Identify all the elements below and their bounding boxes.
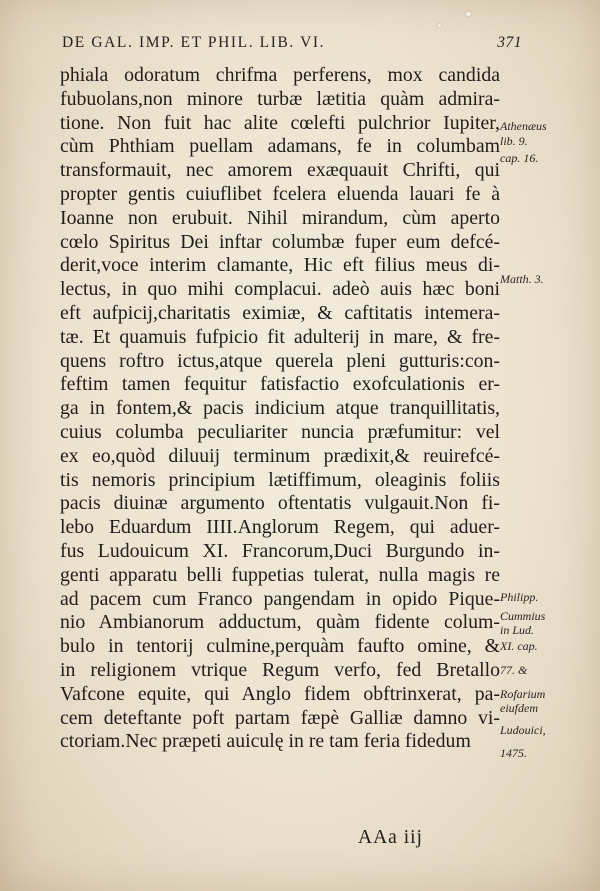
text-line: nio Ambianorum adductum, quàm fidente colum- (60, 611, 500, 634)
text-line: bulo in tentorij culmine,perquàm faufto omine, & (60, 635, 500, 658)
signature-mark: AAa iij (358, 827, 423, 848)
text-line: pacis diuinæ argumento oftentatis vulgauit.Non fi- (60, 492, 500, 515)
paper-wormhole (466, 12, 471, 16)
text-line: tis nemoris principium lætiffimum, oleaginis foliis (60, 468, 500, 491)
text-line: Ioanne non erubuit. Nihil mirandum, cùm aperto (60, 206, 500, 229)
text-line: Vafcone equite, qui Anglo fidem obftrinxerat, pa- (60, 682, 500, 705)
text-line: fubuolans,non minore turbæ lætitia quàm admira- (60, 87, 500, 110)
text-line: ctoriam.Nec præpeti auiculę in re tam feria fidedum (60, 730, 471, 753)
margin-note: 77. & (500, 663, 528, 677)
text-line: lebo Eduardum IIII.Anglorum Regem, qui aduer- (60, 516, 500, 539)
running-head-title: DE GAL. IMP. ET PHIL. LIB. VI. (62, 34, 326, 51)
margin-note: Ludouici, (500, 723, 546, 737)
running-head (62, 34, 522, 58)
text-line: lectus, in quo mihi complacui. adeò auis hæc boni (60, 278, 500, 301)
margin-note: cap. 16. (500, 151, 539, 165)
margin-note: Rofarium (500, 687, 546, 701)
paper-wormhole (438, 24, 441, 27)
text-line: cuius columba peculiariter nuncia præfumitur: vel (60, 420, 500, 443)
text-line: ga in fontem,& pacis indicium atque tranquillitatis, (60, 397, 500, 420)
text-line: quens roftro ictus,atque querela pleni gutturis:con- (60, 349, 500, 372)
text-line: cœlo Spiritus Dei inftar columbæ fuper eum defcé- (60, 230, 500, 253)
margin-note: eiufdem (500, 701, 538, 715)
text-line: genti apparatu belli fuppetias tulerat, nulla magis re (60, 563, 500, 586)
text-line: cem deteftante poft partam fæpè Galliæ damno vi- (60, 706, 500, 729)
text-line: ex eo,quòd diluuij terminum prædixit,& reuirefcé- (60, 444, 500, 467)
text-line: fus Ludouicum XI. Francorum,Duci Burgundo in- (60, 539, 500, 562)
page-number: 371 (497, 34, 522, 51)
margin-note: lib. 9. (500, 134, 528, 148)
text-line: tæ. Et quamuis fufpicio fit adulterij in mare, & fre- (60, 325, 500, 348)
text-line: derit,voce interim clamante, Hic eft filius meus di- (60, 254, 500, 277)
text-line: cùm Phthiam puellam adamans, fe in columbam (60, 135, 500, 158)
margin-note: Cummius (500, 609, 546, 623)
margin-note: XI. cap. (500, 639, 538, 653)
text-line: phiala odoratum chrifma perferens, mox candida (60, 64, 500, 86)
text-line: transformauit, nec amorem exæquauit Chrifti, qui (60, 159, 500, 182)
text-line: eft aufpicij,charitatis eximiæ, & caftitatis intemera- (60, 301, 500, 324)
text-line: in religionem vtrique Regum verfo, fed Bretallo (60, 658, 500, 681)
text-line: tione. Non fuit hac alite cœlefti pulchrior Iupiter, (60, 111, 500, 134)
margin-note: 1475. (500, 746, 527, 760)
margin-note: Philipp. (500, 590, 539, 604)
margin-note: Matth. 3. (500, 272, 544, 286)
margin-note: in Lud. (500, 623, 535, 637)
body-text (60, 64, 500, 754)
margin-note: Athenæus (500, 119, 547, 133)
text-line: ad pacem cum Franco pangendam in opido Pique- (60, 587, 500, 610)
text-line: propter gentis cuiuflibet fcelera eluenda lauari fe à (60, 182, 500, 205)
text-line: feftim tamen fequitur fatisfactio exofculationis er- (60, 373, 500, 396)
